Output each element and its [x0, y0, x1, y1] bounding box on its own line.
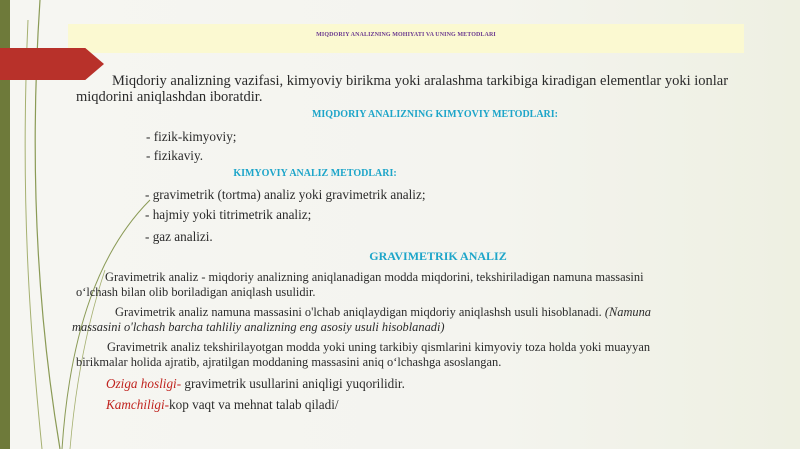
intro-line-2: miqdorini aniqlashdan iboratdir.	[76, 89, 263, 105]
pros-label: Oziga hosligi-	[106, 376, 182, 391]
red-arrow-shape	[0, 48, 104, 80]
chem-method-item: - hajmiy yoki titrimetrik analiz;	[145, 207, 312, 222]
heading-kimyoviy-metodlari: MIQDORIY ANALIZNING KIMYOVIY METODLARI:	[311, 109, 559, 120]
pros-line	[106, 376, 405, 392]
cons-line	[106, 397, 339, 413]
chem-method-item: - gaz analizi.	[145, 229, 213, 244]
intro-line-1: Miqdoriy analizning vazifasi, kimyoviy birikma yoki aralashma tarkibiga kiradigan elementlar yoki ionlar	[112, 73, 729, 89]
cons-text: kop vaqt va mehnat talab qiladi/	[169, 397, 339, 412]
para3-line-2: birikmalar holida ajratib, ajratilgan moddaning massasini aniq o‘lchashga asoslangan.	[76, 355, 502, 369]
heading-kimyoviy-analiz: KIMYOVIY ANALIZ METODLARI:	[233, 168, 397, 179]
heading-gravimetrik: GRAVIMETRIK ANALIZ	[369, 249, 507, 263]
chem-method-item: - gravimetrik (tortma) analiz yoki gravimetrik analiz;	[145, 187, 426, 202]
slide-title: MIQDORIY ANALIZNING MOHIYATI VA UNING METODLARI	[316, 32, 496, 38]
para2-line-1	[115, 305, 651, 320]
para2-line-2: massasini o'lchash barcha tahliliy analizning eng asosiy usuli hisoblanadi)	[72, 320, 445, 334]
pros-text: gravimetrik usullarini aniqligi yuqorilidir.	[181, 376, 405, 391]
title-band	[68, 24, 744, 53]
para2-italic-start: (Namuna	[604, 305, 651, 319]
para1-line-1: Gravimetrik analiz - miqdoriy analizning aniqlanadigan modda miqdorini, tekshiriladigan namuna massasini	[105, 270, 644, 284]
para1-line-2: o‘lchash bilan olib boriladigan aniqlash usulidir.	[76, 285, 316, 299]
para3-line-1: Gravimetrik analiz tekshirilayotgan modda yoki uning tarkibiy qismlarini kimyoviy toza holda yoki muayyan	[107, 340, 651, 354]
para2-text: Gravimetrik analiz namuna massasini o'lchab aniqlaydigan miqdoriy aniqlashsh usuli hisoblanadi.	[115, 305, 602, 319]
cons-label: Kamchiligi-	[106, 397, 170, 412]
method-item: - fizikaviy.	[146, 148, 203, 163]
method-item: - fizik-kimyoviy;	[146, 129, 237, 144]
